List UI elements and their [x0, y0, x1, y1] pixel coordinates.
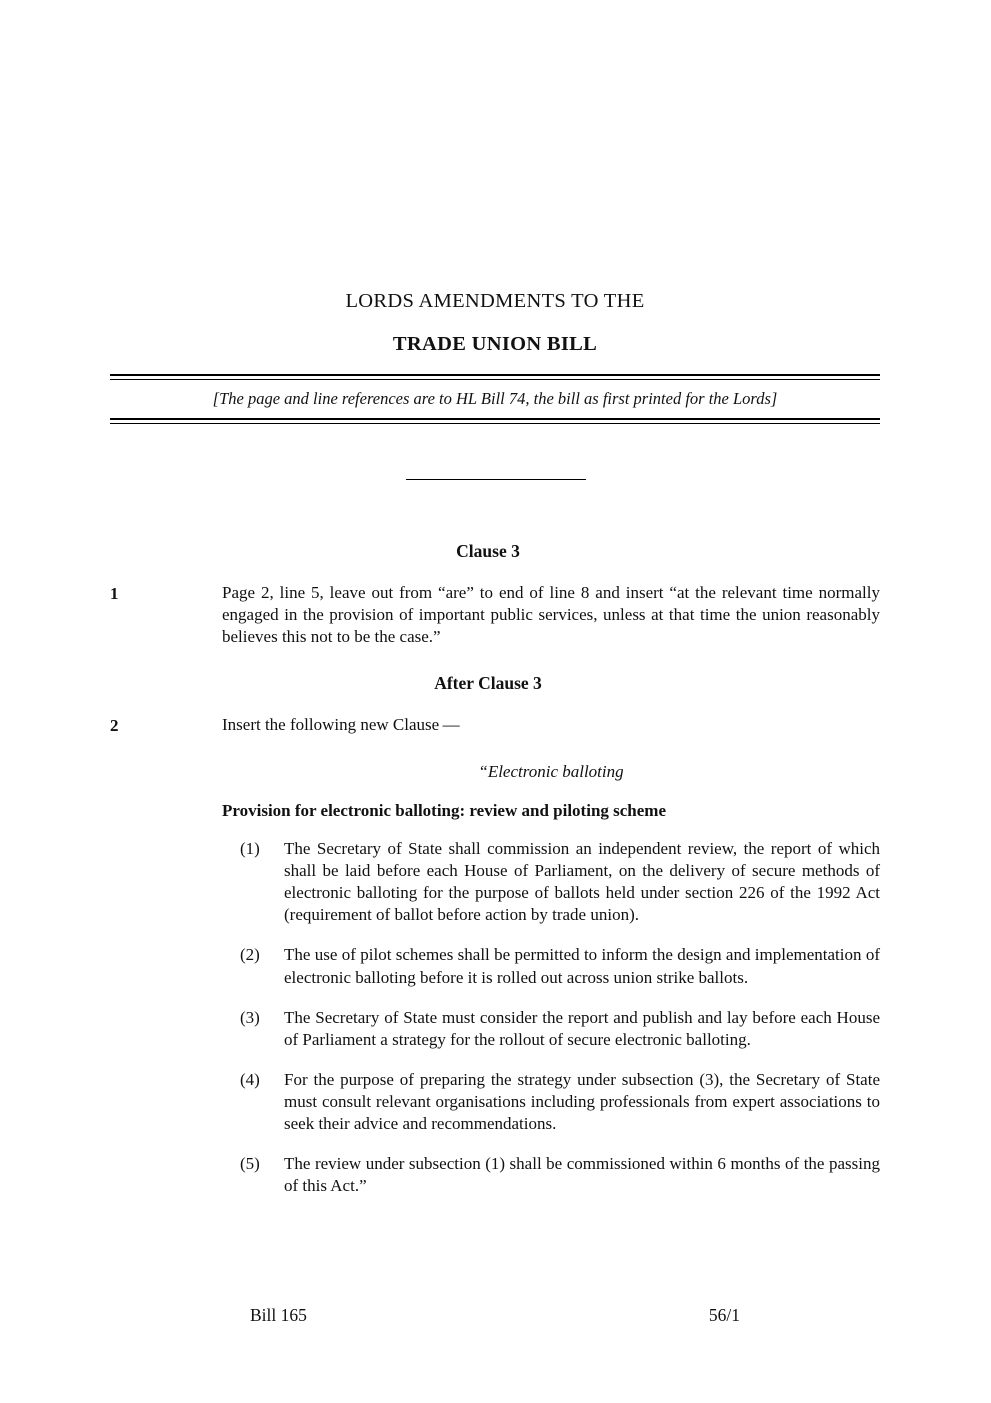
subsection-marker: (3): [240, 1007, 260, 1027]
heading-clause-3: Clause 3: [456, 541, 520, 561]
amendment-item: [110, 582, 880, 648]
amendment-number: 2: [110, 715, 119, 735]
subsection-marker: (2): [240, 945, 260, 965]
subsection-text: The Secretary of State shall commission an independent review, the report of which shall be laid before each House of Parliament, on the delivery of secure methods of electronic balloting for the purpose of ballots held under section 226 of the 1992 Act (requirement of ballot before action by trade union).: [284, 839, 880, 925]
footer-page-reference: 56/1: [708, 1305, 740, 1325]
subsection-marker: (4): [240, 1069, 260, 1089]
subsection-item: [222, 1153, 880, 1197]
spacer: [110, 648, 880, 672]
subsection-list: [222, 838, 880, 1197]
reference-note-text: [The page and line references are to HL Bill 74, the bill as first printed for the Lords]: [212, 389, 778, 408]
heading-after-clause-3: After Clause 3: [434, 673, 542, 694]
subsection-text: For the purpose of preparing the strategy under subsection (3), the Secretary of State must consult relevant organisations including professionals from expert associations to seek their advice and recommendations.: [284, 1069, 880, 1133]
document-title-line-2: TRADE UNION BILL: [392, 332, 598, 355]
inserted-clause-italic-title: “Electronic balloting: [478, 761, 624, 781]
subsection-item: [222, 1069, 880, 1135]
reference-note-band: [110, 374, 880, 424]
subsection-item: [222, 944, 880, 988]
rule-double-bottom: [110, 418, 880, 424]
subsection-text: The use of pilot schemes shall be permitted to inform the design and implementation of electronic balloting before it is rolled out across union strike ballots.: [284, 945, 880, 987]
amendment-number: 1: [110, 583, 119, 603]
document-title-line-1: LORDS AMENDMENTS TO THE: [345, 290, 645, 312]
section-divider-rule: [406, 479, 586, 480]
subsection-marker: (5): [240, 1154, 260, 1174]
document-content: [110, 540, 880, 1197]
subsection-item: [222, 1007, 880, 1051]
amendment-text: Insert the following new Clause —: [222, 714, 460, 734]
subsection-marker: (1): [240, 839, 260, 859]
amendment-item: [110, 714, 880, 737]
amendment-text: Page 2, line 5, leave out from “are” to end of line 8 and insert “at the relevant time normally engaged in the provision of important public services, unless at that time the union reasonably believes this not to be the case.”: [222, 582, 880, 646]
page-footer: [110, 1305, 880, 1326]
document-title-block: [110, 288, 880, 358]
footer-bill-number: Bill 165: [250, 1305, 307, 1325]
subsection-text: The review under subsection (1) shall be commissioned within 6 months of the passing of this Act.”: [284, 1154, 880, 1196]
inserted-clause-heading: Provision for electronic balloting: review and piloting scheme: [222, 800, 667, 820]
subsection-text: The Secretary of State must consider the report and publish and lay before each House of Parliament a strategy for the rollout of secure electronic balloting.: [284, 1007, 880, 1049]
inserted-clause-block: [222, 761, 880, 1197]
subsection-item: [222, 838, 880, 926]
